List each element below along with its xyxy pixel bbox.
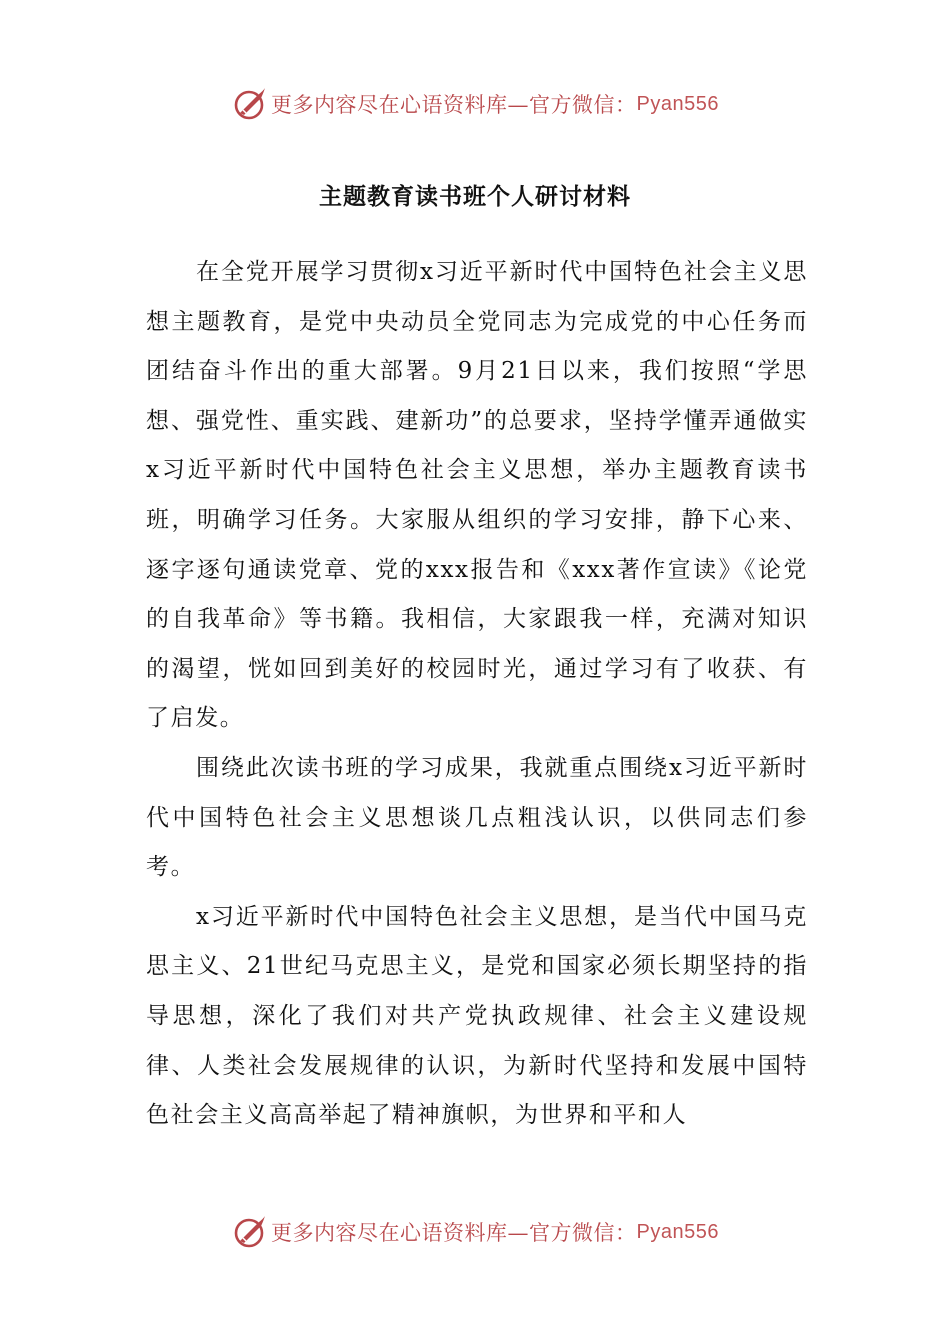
- body-paragraph: 在全党开展学习贯彻x习近平新时代中国特色社会主义思想主题教育，是党中央动员全党同志为完成党的中心任务而团结奋斗作出的重大部署。9月21日以来，我们按照“学思想、强党性、重实践、建新功”的总要求，坚持学懂弄通做实x习近平新时代中国特色社会主义思想，举办主题教育读书班，明确学习任务。大家服从组织的学习安排，静下心来、逐字逐句通读党章、党的xxx报告和《xxx著作宣读》《论党的自我革命》等书籍。我相信，大家跟我一样，充满对知识的渴望，恍如回到美好的校园时光，通过学习有了收获、有了启发。: [146, 259, 808, 732]
- body-paragraph: 围绕此次读书班的学习成果，我就重点围绕x习近平新时代中国特色社会主义思想谈几点粗浅认识，以供同志们参考。: [146, 754, 808, 881]
- watermark-wechat-id: Pyan556: [636, 1220, 719, 1243]
- body-paragraph: x习近平新时代中国特色社会主义思想，是当代中国马克思主义、21世纪马克思主义，是党和国家必须长期坚持的指导思想，深化了我们对共产党执政规律、社会主义建设规律、人类社会发展规律的认识，为新时代坚持和发展中国特色社会主义高高举起了精神旗帜，为世界和平和人: [146, 903, 808, 1129]
- watermark-text: 更多内容尽在心语资料库—官方微信：: [271, 1221, 637, 1245]
- quill-seal-icon: [231, 86, 267, 122]
- footer-watermark: [0, 1212, 950, 1252]
- document-body: [146, 248, 808, 1141]
- quill-seal-icon: [231, 1214, 267, 1250]
- watermark-text: 更多内容尽在心语资料库—官方微信：: [271, 93, 637, 117]
- header-watermark: [0, 84, 950, 124]
- watermark-wechat-id: Pyan556: [636, 92, 719, 115]
- document-title: 主题教育读书班个人研讨材料: [319, 183, 631, 210]
